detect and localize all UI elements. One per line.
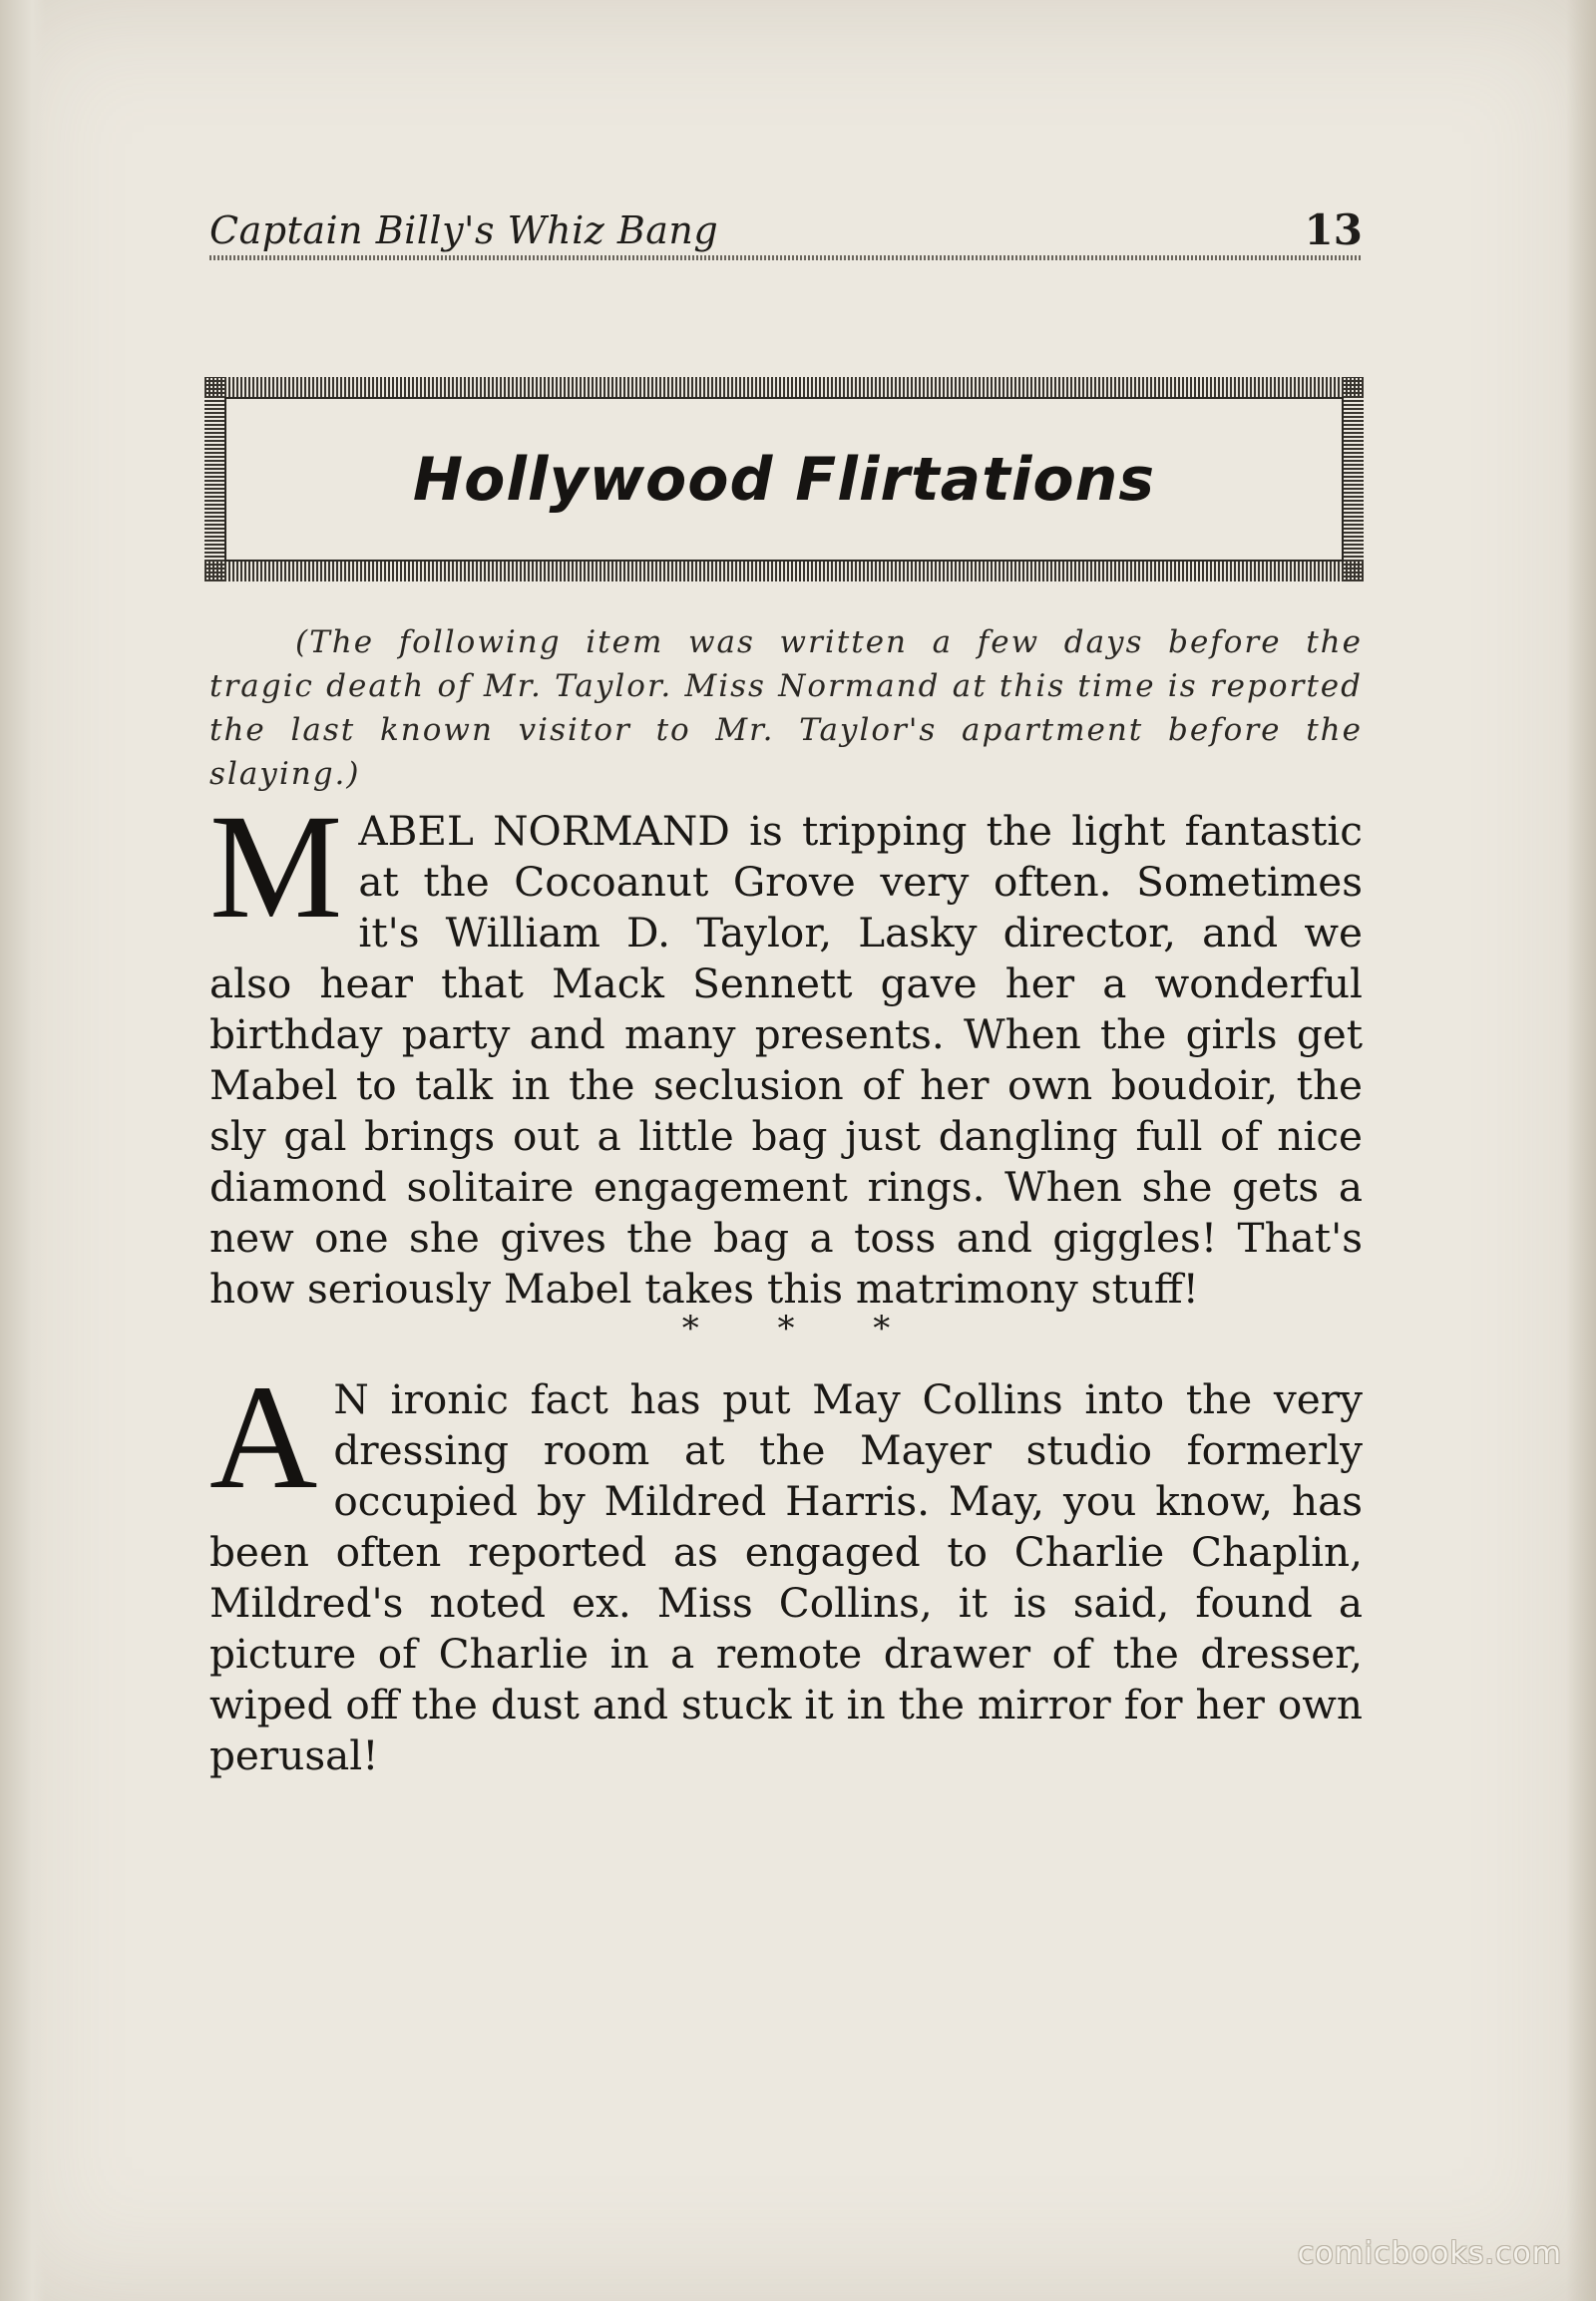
paragraph-may-collins bbox=[209, 1354, 1363, 1781]
section-separator: * * * bbox=[681, 1309, 925, 1348]
page-number: 13 bbox=[1304, 205, 1363, 254]
drop-cap: M bbox=[209, 784, 343, 950]
article-body bbox=[209, 620, 1363, 1781]
article-title-frame bbox=[224, 397, 1344, 562]
paragraph-mabel-normand bbox=[209, 784, 1363, 1315]
header-rule bbox=[209, 255, 1363, 260]
article-title: Hollywood Flirtations bbox=[412, 444, 1156, 515]
running-header bbox=[209, 204, 1363, 260]
paragraph-text: ABEL NORMAND is tripping the light fantastic at the Cocoanut Grove very often. Sometimes it's William D. Taylor, Lasky director, and we also hear that Mack Sennett gave her a wonderful birthday party and many presents. When the girls get Mabel to talk in the seclusion of her own boudoir, the sly gal brings out a little bag just dangling full of nice diamond solitaire engagement rings. When she gets a new one she gives the bag a toss and giggles! That's how seriously Mabel takes this matrimony stuff! bbox=[209, 807, 1363, 1313]
watermark: comicbooks.com bbox=[1297, 2236, 1562, 2271]
magazine-title: Captain Billy's Whiz Bang bbox=[209, 208, 719, 252]
article-title-box bbox=[204, 377, 1364, 581]
paragraph-text: N ironic fact has put May Collins into the very dressing room at the Mayer studio formerly occupied by Mildred Harris. May, you know, has been often reported as engaged to Charlie Chaplin, Mildred's noted ex. Miss Collins, it is said, found a picture of Charlie in a remote drawer of the dresser, wiped off the dust and stuck it in the mirror for her own perusal! bbox=[209, 1375, 1363, 1779]
drop-cap: A bbox=[209, 1354, 318, 1520]
editor-note: (The following item was written a few days before the tragic death of Mr. Taylor. Miss Normand at this time is reported the last known visitor to Mr. Taylor's apartment before the slaying.) bbox=[209, 624, 1363, 792]
